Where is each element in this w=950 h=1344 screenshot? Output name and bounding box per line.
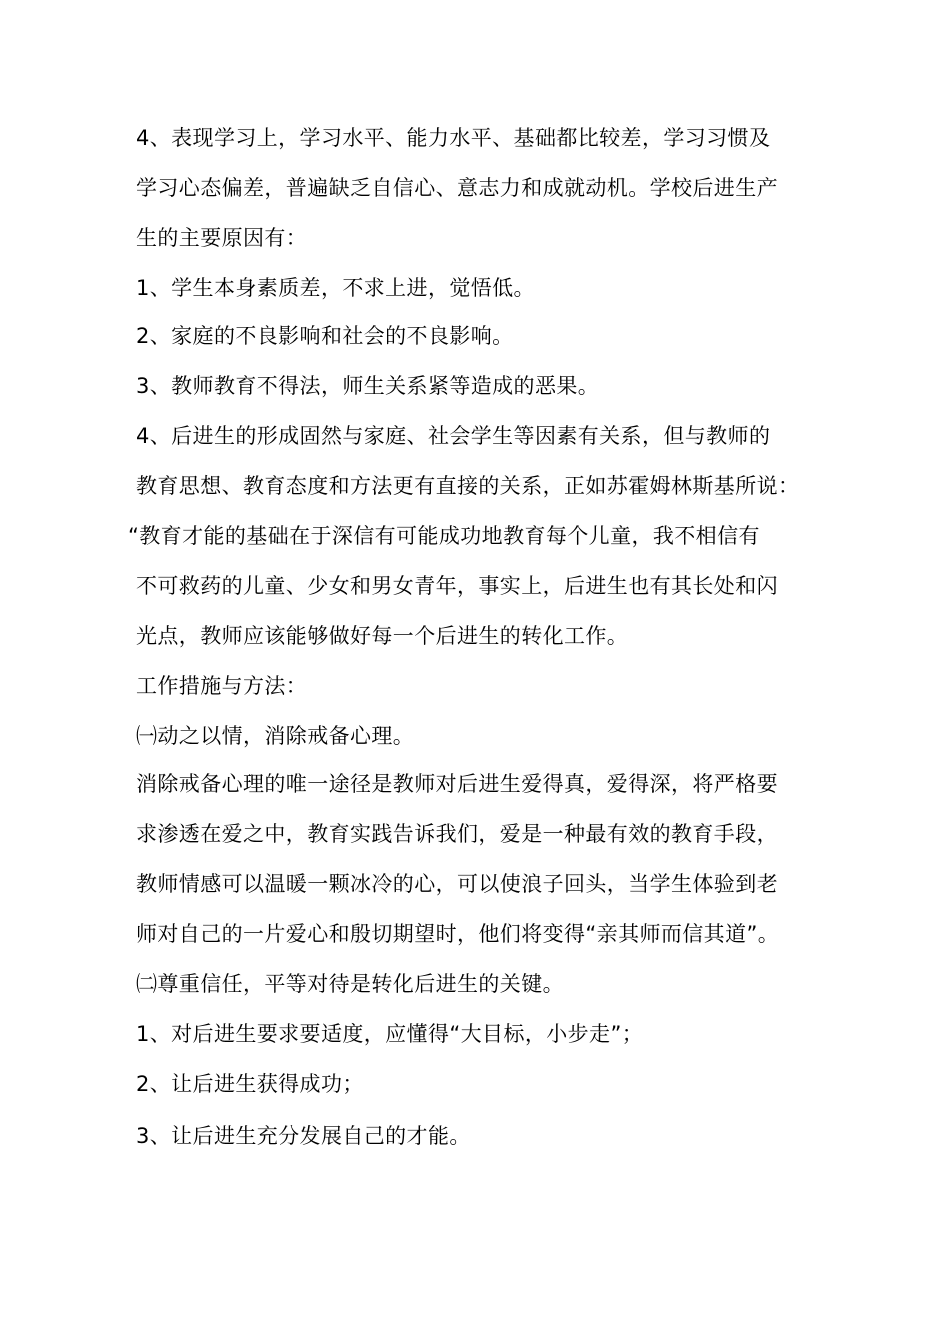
text-line: 光点，教师应该能够做好每一个后进生的转化工作。 [136, 624, 629, 648]
text-line: 教师情感可以温暖一颗冰冷的心，可以使浪子回头，当学生体验到老 [136, 872, 778, 896]
text-line: 2、家庭的不良影响和社会的不良影响。 [136, 324, 514, 348]
list-item: 2、让后进生获得成功； [136, 1072, 364, 1096]
subsection-heading: ㈡尊重信任，平等对待是转化后进生的关键。 [136, 972, 564, 996]
text-line: 4、表现学习上，学习水平、能力水平、基础都比较差，学习习惯及 [136, 126, 771, 150]
text-line: 生的主要原因有： [136, 226, 308, 250]
text-line: 教育思想、教育态度和方法更有直接的关系，正如苏霍姆林斯基所说： [136, 474, 800, 498]
text-line: 求渗透在爱之中，教育实践告诉我们，爱是一种最有效的教育手段， [136, 822, 778, 846]
text-line: 不可救药的儿童、少女和男女青年，事实上，后进生也有其长处和闪 [136, 574, 778, 598]
text-line: 3、教师教育不得法，师生关系紧等造成的恶果。 [136, 374, 600, 398]
text-line: 1、学生本身素质差，不求上进，觉悟低。 [136, 276, 535, 300]
text-line: 4、后进生的形成固然与家庭、社会学生等因素有关系，但与教师的 [136, 424, 771, 448]
section-heading: 工作措施与方法： [136, 674, 308, 698]
subsection-heading: ㈠动之以情，消除戒备心理。 [136, 724, 415, 748]
text-line: 消除戒备心理的唯一途径是教师对后进生爱得真，爱得深，将严格要 [136, 772, 778, 796]
list-item: 3、让后进生充分发展自己的才能。 [136, 1124, 471, 1148]
text-line: 学习心态偏差，普遍缺乏自信心、意志力和成就动机。学校后进生产 [136, 176, 778, 200]
text-line: 师对自己的一片爱心和殷切期望时，他们将变得“亲其师而信其道”。 [136, 922, 780, 946]
list-item: 1、对后进生要求要适度，应懂得“大目标，小步走”； [136, 1022, 644, 1046]
quote-line: “教育才能的基础在于深信有可能成功地教育每个儿童，我不相信有 [128, 524, 760, 548]
